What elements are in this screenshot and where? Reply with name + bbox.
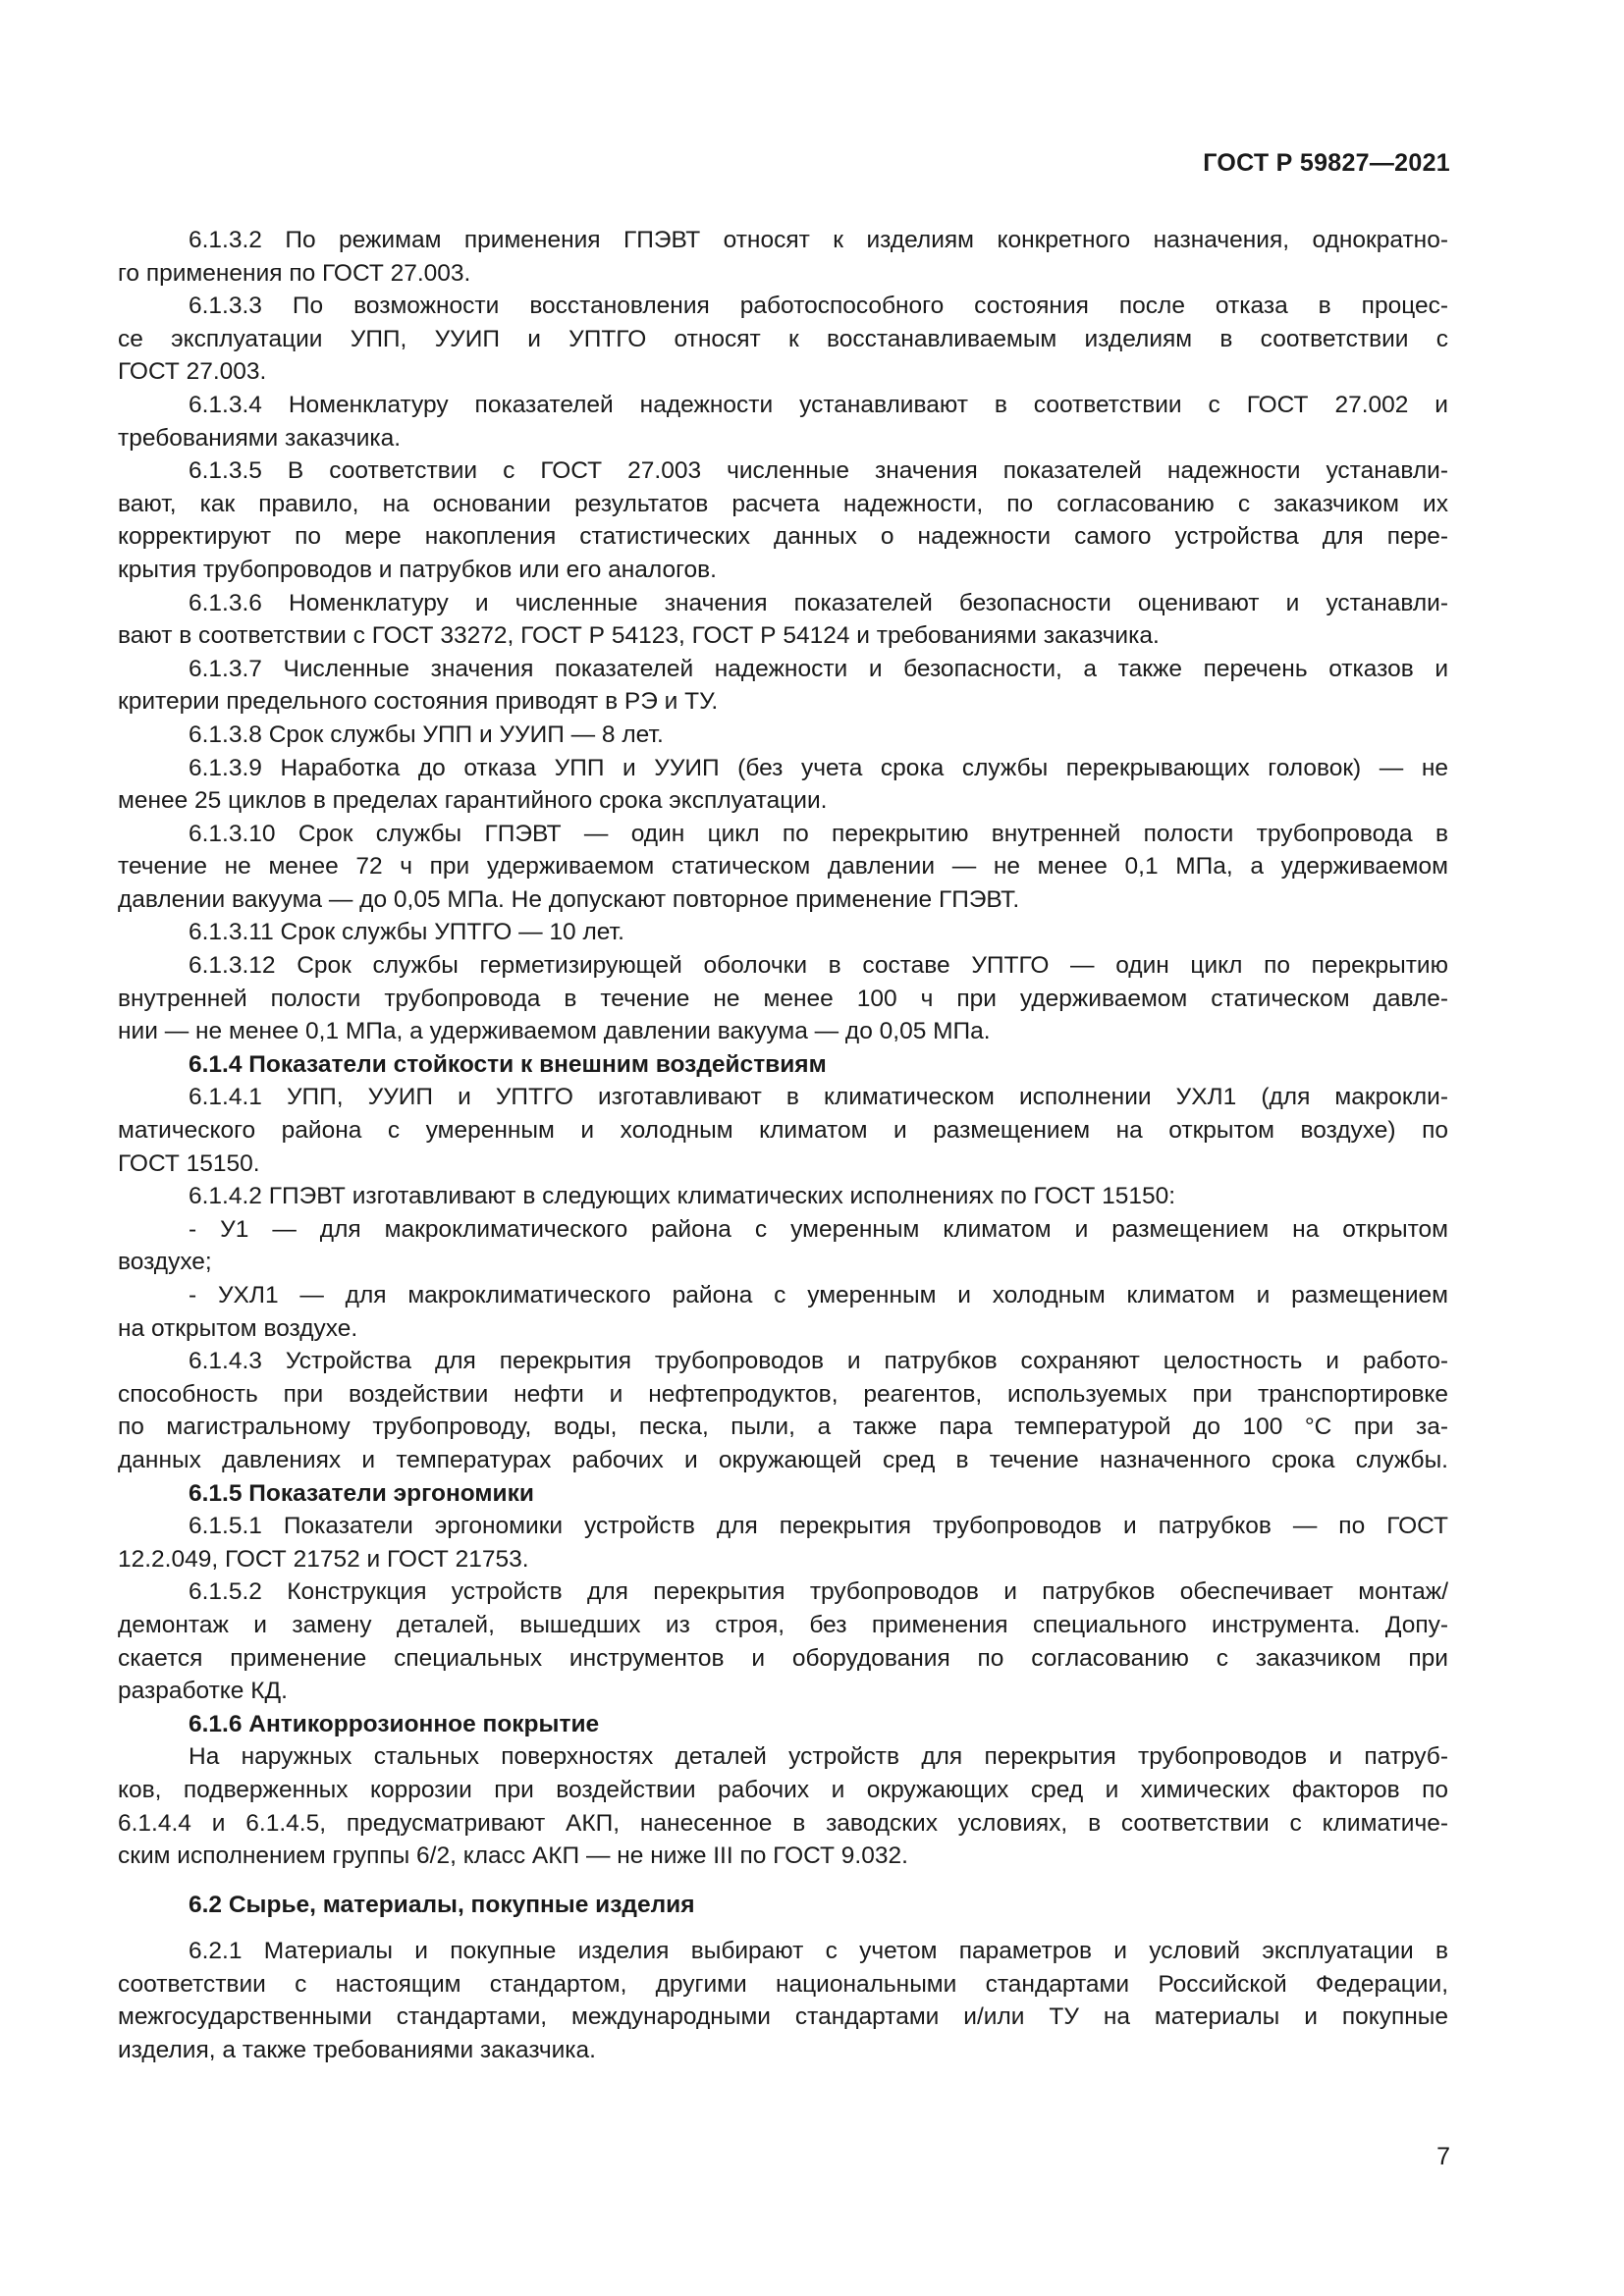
text-line: 6.1.4.4 и 6.1.4.5, предусматривают АКП, нанесенное в заводских условиях, в соответствии с климатиче- bbox=[118, 1809, 1448, 1837]
text-line: воздухе; bbox=[118, 1249, 212, 1276]
text-line: изделия, а также требованиями заказчика. bbox=[118, 2037, 596, 2064]
text-line: корректируют по мере накопления статистических данных о надежности самого устройства для пере- bbox=[118, 523, 1448, 551]
text-line: межгосударственными стандартами, международными стандартами и/или ТУ на материалы и покупные bbox=[118, 2003, 1448, 2031]
text-line: способность при воздействии нефти и нефтепродуктов, реагентов, используемых при транспортировке bbox=[118, 1380, 1448, 1408]
text-line: давлении вакуума — до 0,05 МПа. Не допускают повторное применение ГПЭВТ. bbox=[118, 885, 1020, 913]
section-heading: 6.1.4 Показатели стойкости к внешним воздействиям bbox=[189, 1050, 827, 1078]
text-line: крытия трубопроводов и патрубков или его аналогов. bbox=[118, 556, 717, 583]
text-line: 6.1.3.5 В соответствии с ГОСТ 27.003 численные значения показателей надежности устанавли- bbox=[189, 457, 1448, 485]
paragraph-gap bbox=[118, 1873, 1448, 1889]
text-line: демонтаж и замену деталей, вышедших из строя, без применения специального инструмента. Допу- bbox=[118, 1611, 1448, 1638]
text-line: 6.1.3.7 Численные значения показателей надежности и безопасности, а также перечень отказов и bbox=[189, 655, 1448, 682]
text-line: критерии предельного состояния приводят в РЭ и ТУ. bbox=[118, 688, 719, 716]
text-line: ГОСТ 15150. bbox=[118, 1149, 260, 1177]
text-line: скается применение специальных инструментов и оборудования по согласованию с заказчиком при bbox=[118, 1644, 1448, 1672]
text-line: матического района с умеренным и холодным климатом и размещением на открытом воздухе) по bbox=[118, 1117, 1448, 1145]
text-line: внутренней полости трубопровода в течение не менее 100 ч при удерживаемом статическом давле- bbox=[118, 985, 1448, 1012]
section-heading: 6.2 Сырье, материалы, покупные изделия bbox=[189, 1891, 695, 1918]
text-line: На наружных стальных поверхностях деталей устройств для перекрытия трубопроводов и патруб- bbox=[189, 1743, 1448, 1771]
text-line: 6.1.3.2 По режимам применения ГПЭВТ относят к изделиям конкретного назначения, однократно- bbox=[189, 227, 1448, 253]
text-line: данных давлениях и температурах рабочих и окружающей сред в течение назначенного срока службы. bbox=[118, 1446, 1448, 1473]
text-line: 6.1.3.11 Срок службы УПТГО — 10 лет. bbox=[189, 919, 624, 946]
text-line: 6.1.4.2 ГПЭВТ изготавливают в следующих климатических исполнениях по ГОСТ 15150: bbox=[189, 1183, 1176, 1210]
text-line: 6.1.3.12 Срок службы герметизирующей оболочки в составе УПТГО — один цикл по перекрытию bbox=[189, 952, 1448, 980]
text-line: 6.1.4.3 Устройства для перекрытия трубопроводов и патрубков сохраняют целостность и работо- bbox=[189, 1348, 1448, 1375]
page-number: 7 bbox=[1436, 2143, 1450, 2170]
text-line: нии — не менее 0,1 МПа, а удерживаемом давлении вакуума — до 0,05 МПа. bbox=[118, 1018, 991, 1045]
text-line: 6.1.5.1 Показатели эргономики устройств для перекрытия трубопроводов и патрубков — по ГОСТ bbox=[189, 1513, 1448, 1540]
text-line: по магистральному трубопроводу, воды, песка, пыли, а также пара температурой до 100 °С при за- bbox=[118, 1414, 1448, 1441]
text-line: 12.2.049, ГОСТ 21752 и ГОСТ 21753. bbox=[118, 1545, 529, 1573]
text-line: 6.1.3.10 Срок службы ГПЭВТ — один цикл по перекрытию внутренней полости трубопровода в bbox=[189, 820, 1448, 847]
document-body bbox=[118, 224, 1448, 2067]
text-line: вают, как правило, на основании результатов расчета надежности, по согласованию с заказчиком их bbox=[118, 490, 1448, 517]
standard-header: ГОСТ Р 59827—2021 bbox=[1203, 149, 1450, 177]
text-line: ков, подверженных коррозии при воздействии рабочих и окружающих сред и химических факторов по bbox=[118, 1776, 1448, 1803]
text-line: на открытом воздухе. bbox=[118, 1314, 358, 1342]
text-line: се эксплуатации УПП, УУИП и УПТГО относят к восстанавливаемым изделиям в соответствии с bbox=[118, 325, 1448, 352]
text-line: 6.1.3.6 Номенклатуру и численные значения показателей безопасности оценивают и устанавли- bbox=[189, 589, 1448, 616]
text-line: - УХЛ1 — для макроклиматического района с умеренным и холодным климатом и размещением bbox=[189, 1282, 1448, 1308]
text-line: 6.1.3.3 По возможности восстановления работоспособного состояния после отказа в процес- bbox=[189, 293, 1448, 320]
text-line: го применения по ГОСТ 27.003. bbox=[118, 259, 471, 287]
text-line: - У1 — для макроклиматического района с умеренным климатом и размещением на открытом bbox=[189, 1215, 1448, 1243]
paragraph-gap bbox=[118, 1921, 1448, 1935]
text-line: вают в соответствии с ГОСТ 33272, ГОСТ Р 54123, ГОСТ Р 54124 и требованиями заказчика. bbox=[118, 622, 1160, 650]
text-line: 6.1.4.1 УПП, УУИП и УПТГО изготавливают в климатическом исполнении УХЛ1 (для макрокли- bbox=[189, 1084, 1448, 1111]
text-line: течение не менее 72 ч при удерживаемом статическом давлении — не менее 0,1 МПа, а удерживаемом bbox=[118, 853, 1448, 881]
text-line: 6.1.5.2 Конструкция устройств для перекрытия трубопроводов и патрубков обеспечивает монтаж/ bbox=[189, 1578, 1448, 1606]
text-line: соответствии с настоящим стандартом, другими национальными стандартами Российской Федерации, bbox=[118, 1970, 1448, 1998]
text-line: 6.2.1 Материалы и покупные изделия выбирают с учетом параметров и условий эксплуатации в bbox=[189, 1938, 1448, 1965]
text-line: 6.1.3.8 Срок службы УПП и УУИП — 8 лет. bbox=[189, 721, 664, 748]
text-line: 6.1.3.9 Наработка до отказа УПП и УУИП (без учета срока службы перекрывающих головок) — не bbox=[189, 754, 1448, 781]
section-heading: 6.1.5 Показатели эргономики bbox=[189, 1479, 534, 1507]
text-line: ГОСТ 27.003. bbox=[118, 358, 267, 386]
text-line: 6.1.3.4 Номенклатуру показателей надежности устанавливают в соответствии с ГОСТ 27.002 и bbox=[189, 391, 1448, 418]
text-line: требованиями заказчика. bbox=[118, 424, 402, 452]
section-heading: 6.1.6 Антикоррозионное покрытие bbox=[189, 1710, 600, 1737]
text-line: ским исполнением группы 6/2, класс АКП — не ниже III по ГОСТ 9.032. bbox=[118, 1842, 908, 1870]
text-line: менее 25 циклов в пределах гарантийного срока эксплуатации. bbox=[118, 787, 828, 815]
text-line: разработке КД. bbox=[118, 1678, 288, 1705]
